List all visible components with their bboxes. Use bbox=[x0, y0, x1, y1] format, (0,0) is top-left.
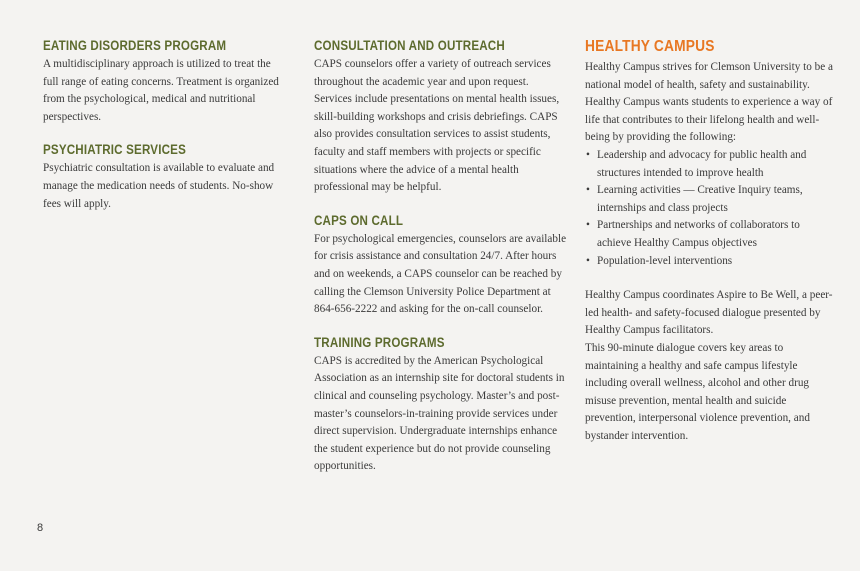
list-item bbox=[585, 217, 835, 252]
caps-on-call-text: For psychological emergencies, counselors are available for crisis assistance and consultation 24/7. After hours and on weekends, a CAPS counselor can be reached by calling the Clemson University Police Department at 864-656-2222 and asking for the on-call counselor. bbox=[314, 232, 567, 316]
training-programs-text: CAPS is accredited by the American Psychological Association as an internship site for doctoral students in clinical and counseling psychology. Master’s and post-master’s counselors-in-training provide services under direct supervision. Undergraduate internships enhance the student experience but do not provide counseling opportunities. bbox=[314, 354, 565, 473]
column-right bbox=[585, 38, 835, 445]
bullet-icon: • bbox=[586, 148, 590, 161]
healthy-campus-aspire-text: Healthy Campus coordinates Aspire to Be Well, a peer-led health- and safety-focused dialogue presented by Healthy Campus facilitators. bbox=[585, 289, 833, 337]
training-programs-section bbox=[314, 335, 569, 476]
consultation-text: CAPS counselors offer a variety of outreach services throughout the academic year and upon request. Services include presentations on mental health issues, skill-building workshops and crisis debriefings. CAPS also provides consultation services to assist students, faculty and staff members with projects or specific situations where the advice of a mental health professional may be helpful. bbox=[314, 58, 560, 194]
page-number: 8 bbox=[37, 522, 44, 534]
consultation-heading: CONSULTATION AND OUTREACH bbox=[314, 38, 505, 53]
eating-disorders-section bbox=[43, 38, 283, 126]
bullet-icon: • bbox=[586, 184, 590, 197]
caps-on-call-section bbox=[314, 213, 569, 319]
eating-disorders-text: A multidisciplinary approach is utilized to treat the full range of eating concerns. Treatment is organized from the psychological, medical and nutritional perspectives. bbox=[43, 58, 279, 123]
list-item bbox=[585, 147, 835, 182]
list-item bbox=[585, 182, 835, 217]
healthy-campus-bullet-list bbox=[585, 147, 835, 270]
consultation-section bbox=[314, 38, 569, 197]
list-item-text: Population-level interventions bbox=[597, 254, 733, 267]
healthy-campus-intro: Healthy Campus strives for Clemson University to be a national model of health, safety and sustainability. Healthy Campus wants students to experience a way of life that contributes to their lifelong health and well-being by providing the following: bbox=[585, 61, 833, 144]
psychiatric-services-text: Psychiatric consultation is available to evaluate and manage the medication needs of students. No-show fees will apply. bbox=[43, 162, 275, 210]
training-programs-heading: TRAINING PROGRAMS bbox=[314, 334, 445, 350]
list-item-text: Leadership and advocacy for public health and structures intended to improve health bbox=[597, 148, 807, 179]
list-item-text: Partnerships and networks of collaborators to achieve Healthy Campus objectives bbox=[597, 219, 800, 249]
column-middle bbox=[314, 38, 569, 492]
eating-disorders-heading: EATING DISORDERS PROGRAM bbox=[43, 38, 227, 53]
bullet-icon: • bbox=[586, 254, 590, 267]
list-item bbox=[585, 253, 835, 271]
bullet-icon: • bbox=[586, 219, 590, 232]
healthy-campus-dialogue-text: This 90-minute dialogue covers key areas to maintaining a healthy and safe campus lifestyle including overall wellness, alcohol and other drug misuse prevention, mental health and suicide prevention, interpersonal violence prevention, and bystander intervention. bbox=[585, 341, 810, 442]
list-item-text: Learning activities — Creative Inquiry teams, internships and class projects bbox=[597, 184, 803, 214]
psychiatric-services-heading: PSYCHIATRIC SERVICES bbox=[43, 142, 187, 158]
psychiatric-services-section bbox=[43, 142, 283, 213]
caps-on-call-heading: CAPS ON CALL bbox=[314, 212, 404, 228]
column-left bbox=[43, 38, 283, 229]
healthy-campus-heading: HEALTHY CAMPUS bbox=[585, 38, 715, 55]
